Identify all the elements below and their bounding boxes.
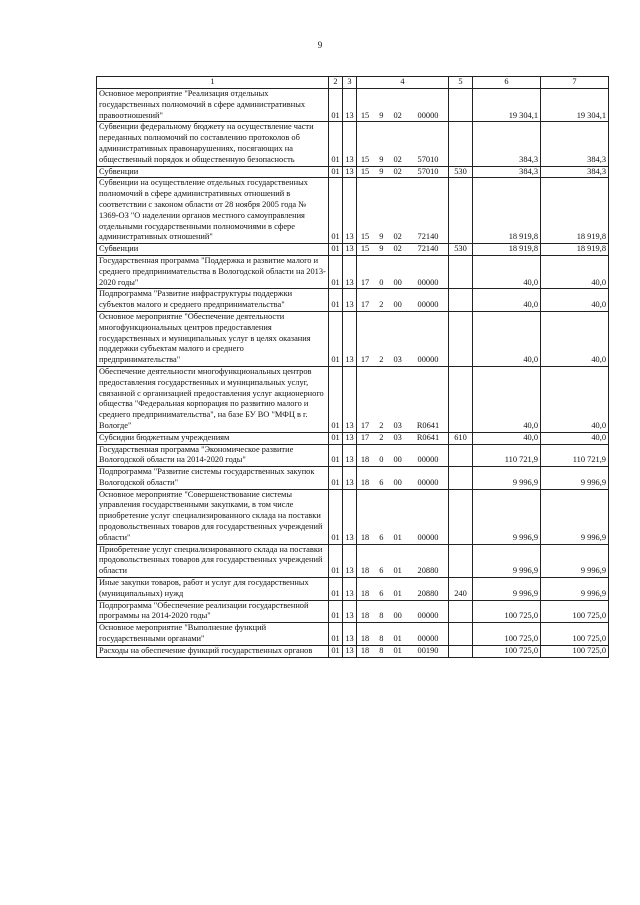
code-measure: 00 bbox=[393, 477, 402, 487]
row-name: Государственная программа "Экономическое развитие Вологодской области на 2014-2020 годы" bbox=[97, 444, 329, 467]
row-amount-col6: 9 996,9 bbox=[473, 489, 541, 544]
row-name: Основное мероприятие "Обеспечение деятельности многофункциональных центров предоставления государственных и муниципальных услуг в целях оказания поддержки субъектам малого и среднего предпринимательства" bbox=[97, 311, 329, 366]
table-row bbox=[97, 444, 609, 467]
row-name: Основное мероприятие "Совершенствование системы управления государственными закупками, в том числе приобретение услуг специализированного склада на поставки продовольственных товаров для государственных учреждений области" bbox=[97, 489, 329, 544]
row-expense-type-code: 240 bbox=[449, 578, 473, 601]
row-target-article-code bbox=[357, 366, 449, 432]
code-subprogram: 2 bbox=[379, 300, 384, 310]
code-measure: 03 bbox=[393, 420, 402, 430]
code-measure: 01 bbox=[393, 532, 402, 542]
table-row bbox=[97, 578, 609, 601]
row-amount-col6: 40,0 bbox=[473, 311, 541, 366]
table-row bbox=[97, 432, 609, 444]
row-target-article-code bbox=[357, 600, 449, 623]
code-program: 17 bbox=[360, 432, 370, 442]
row-target-article-code bbox=[357, 578, 449, 601]
table-header-row bbox=[97, 77, 609, 89]
row-expense-type-code: 530 bbox=[449, 244, 473, 256]
row-amount-col7: 40,0 bbox=[541, 255, 609, 288]
code-program: 18 bbox=[360, 566, 370, 576]
row-section-code: 01 bbox=[329, 366, 343, 432]
column-header: 3 bbox=[343, 77, 357, 89]
row-expense-type-code bbox=[449, 366, 473, 432]
code-program: 17 bbox=[360, 277, 370, 287]
row-name: Расходы на обеспечение функций государственных органов bbox=[97, 645, 329, 657]
row-name: Обеспечение деятельности многофункциональных центров предоставления государственных и муниципальных услуг, связанной с организацией предоставления услуг акционерного общества "Федеральная корпорация по развитию малого и среднего предпринимательства", на базе БУ ВО "МФЦ в г. Вологде" bbox=[97, 366, 329, 432]
row-name: Подпрограмма "Развитие системы государственных закупок Вологодской области" bbox=[97, 467, 329, 490]
column-header: 4 bbox=[357, 77, 449, 89]
row-section-code: 01 bbox=[329, 432, 343, 444]
row-amount-col7: 19 304,1 bbox=[541, 89, 609, 122]
code-direction: 00000 bbox=[417, 634, 439, 644]
code-direction: 00000 bbox=[417, 110, 439, 120]
code-direction: 00000 bbox=[417, 355, 439, 365]
row-section-code: 01 bbox=[329, 255, 343, 288]
code-program: 18 bbox=[360, 588, 370, 598]
code-measure: 02 bbox=[393, 154, 402, 164]
row-target-article-code bbox=[357, 645, 449, 657]
code-program: 18 bbox=[360, 645, 370, 655]
table-row bbox=[97, 311, 609, 366]
code-direction: 00000 bbox=[417, 455, 439, 465]
row-expense-type-code bbox=[449, 255, 473, 288]
code-direction: 00190 bbox=[417, 645, 439, 655]
row-section-code: 01 bbox=[329, 289, 343, 312]
row-name: Субвенции на осуществление отдельных государственных полномочий в сфере административных отношений в соответствии с законом области от 28 ноября 2005 года № 1369-ОЗ "О наделении органов местного самоуправления отдельными государственными полномочиями в сфере административных отношений" bbox=[97, 178, 329, 244]
row-target-article-code bbox=[357, 444, 449, 467]
row-amount-col6: 384,3 bbox=[473, 166, 541, 178]
code-subprogram: 6 bbox=[379, 588, 384, 598]
row-amount-col7: 384,3 bbox=[541, 166, 609, 178]
row-amount-col7: 384,3 bbox=[541, 122, 609, 166]
code-direction: 72140 bbox=[417, 232, 439, 242]
code-program: 18 bbox=[360, 455, 370, 465]
code-program: 18 bbox=[360, 611, 370, 621]
row-section-code: 01 bbox=[329, 122, 343, 166]
code-program: 18 bbox=[360, 532, 370, 542]
row-amount-col7: 40,0 bbox=[541, 432, 609, 444]
row-amount-col7: 18 919,8 bbox=[541, 178, 609, 244]
row-section-code: 01 bbox=[329, 600, 343, 623]
row-amount-col7: 40,0 bbox=[541, 311, 609, 366]
code-measure: 00 bbox=[393, 611, 402, 621]
row-expense-type-code bbox=[449, 444, 473, 467]
row-target-article-code bbox=[357, 89, 449, 122]
code-program: 18 bbox=[360, 634, 370, 644]
row-section-code: 01 bbox=[329, 178, 343, 244]
row-section-code: 01 bbox=[329, 489, 343, 544]
row-amount-col6: 19 304,1 bbox=[473, 89, 541, 122]
code-direction: R0641 bbox=[416, 420, 440, 430]
code-subprogram: 2 bbox=[379, 420, 384, 430]
row-expense-type-code bbox=[449, 178, 473, 244]
row-amount-col7: 9 996,9 bbox=[541, 489, 609, 544]
row-subsection-code: 13 bbox=[343, 623, 357, 646]
row-amount-col7: 100 725,0 bbox=[541, 623, 609, 646]
code-program: 15 bbox=[360, 244, 370, 254]
row-amount-col7: 9 996,9 bbox=[541, 578, 609, 601]
row-expense-type-code bbox=[449, 467, 473, 490]
row-amount-col6: 40,0 bbox=[473, 366, 541, 432]
row-section-code: 01 bbox=[329, 623, 343, 646]
row-section-code: 01 bbox=[329, 311, 343, 366]
row-target-article-code bbox=[357, 122, 449, 166]
row-name: Субвенции bbox=[97, 244, 329, 256]
code-program: 15 bbox=[360, 110, 370, 120]
column-header: 1 bbox=[97, 77, 329, 89]
code-program: 15 bbox=[360, 166, 370, 176]
row-subsection-code: 13 bbox=[343, 489, 357, 544]
row-name: Подпрограмма "Обеспечение реализации государственной программы на 2014-2020 годы" bbox=[97, 600, 329, 623]
row-subsection-code: 13 bbox=[343, 467, 357, 490]
code-program: 17 bbox=[360, 355, 370, 365]
table-row bbox=[97, 645, 609, 657]
table-row bbox=[97, 244, 609, 256]
row-section-code: 01 bbox=[329, 467, 343, 490]
row-name: Субсидии бюджетным учреждениям bbox=[97, 432, 329, 444]
code-measure: 00 bbox=[393, 277, 402, 287]
code-measure: 02 bbox=[393, 166, 402, 176]
code-measure: 02 bbox=[393, 232, 402, 242]
table-row bbox=[97, 122, 609, 166]
row-amount-col6: 100 725,0 bbox=[473, 623, 541, 646]
code-measure: 02 bbox=[393, 110, 402, 120]
row-amount-col6: 384,3 bbox=[473, 122, 541, 166]
code-subprogram: 9 bbox=[379, 154, 384, 164]
row-expense-type-code bbox=[449, 311, 473, 366]
row-expense-type-code bbox=[449, 623, 473, 646]
row-target-article-code bbox=[357, 544, 449, 577]
row-target-article-code bbox=[357, 311, 449, 366]
code-program: 18 bbox=[360, 477, 370, 487]
code-program: 15 bbox=[360, 154, 370, 164]
code-program: 15 bbox=[360, 232, 370, 242]
row-expense-type-code bbox=[449, 600, 473, 623]
row-section-code: 01 bbox=[329, 645, 343, 657]
row-amount-col7: 9 996,9 bbox=[541, 544, 609, 577]
budget-table bbox=[96, 76, 609, 658]
code-direction: 72140 bbox=[417, 244, 439, 254]
row-name: Государственная программа "Поддержка и развитие малого и среднего предпринимательства в Вологодской области на 2013-2020 годы" bbox=[97, 255, 329, 288]
code-subprogram: 2 bbox=[379, 432, 384, 442]
column-header: 7 bbox=[541, 77, 609, 89]
code-direction: 20880 bbox=[417, 566, 439, 576]
row-amount-col6: 40,0 bbox=[473, 255, 541, 288]
code-direction: 00000 bbox=[417, 300, 439, 310]
row-subsection-code: 13 bbox=[343, 89, 357, 122]
code-program: 17 bbox=[360, 420, 370, 430]
row-name: Основное мероприятие "Выполнение функций государственными органами" bbox=[97, 623, 329, 646]
row-subsection-code: 13 bbox=[343, 166, 357, 178]
table-row bbox=[97, 544, 609, 577]
table-row bbox=[97, 255, 609, 288]
table-row bbox=[97, 600, 609, 623]
row-subsection-code: 13 bbox=[343, 444, 357, 467]
code-subprogram: 8 bbox=[379, 634, 384, 644]
row-section-code: 01 bbox=[329, 544, 343, 577]
row-amount-col6: 18 919,8 bbox=[473, 244, 541, 256]
table-body bbox=[97, 89, 609, 658]
row-subsection-code: 13 bbox=[343, 544, 357, 577]
page-number: 9 bbox=[317, 40, 323, 50]
code-measure: 00 bbox=[393, 300, 402, 310]
row-target-article-code bbox=[357, 489, 449, 544]
code-direction: R0641 bbox=[416, 432, 440, 442]
row-name: Субвенции bbox=[97, 166, 329, 178]
row-expense-type-code bbox=[449, 289, 473, 312]
code-direction: 00000 bbox=[417, 477, 439, 487]
row-amount-col6: 40,0 bbox=[473, 432, 541, 444]
code-subprogram: 8 bbox=[379, 611, 384, 621]
column-header: 6 bbox=[473, 77, 541, 89]
table-row bbox=[97, 489, 609, 544]
row-amount-col6: 40,0 bbox=[473, 289, 541, 312]
row-amount-col7: 100 725,0 bbox=[541, 645, 609, 657]
table-row bbox=[97, 289, 609, 312]
code-subprogram: 9 bbox=[379, 232, 384, 242]
table-row bbox=[97, 623, 609, 646]
row-subsection-code: 13 bbox=[343, 578, 357, 601]
row-amount-col7: 40,0 bbox=[541, 289, 609, 312]
row-amount-col6: 9 996,9 bbox=[473, 578, 541, 601]
row-subsection-code: 13 bbox=[343, 289, 357, 312]
row-subsection-code: 13 bbox=[343, 178, 357, 244]
row-expense-type-code bbox=[449, 544, 473, 577]
row-target-article-code bbox=[357, 166, 449, 178]
row-subsection-code: 13 bbox=[343, 645, 357, 657]
code-measure: 01 bbox=[393, 566, 402, 576]
row-target-article-code bbox=[357, 255, 449, 288]
table-row bbox=[97, 366, 609, 432]
row-target-article-code bbox=[357, 467, 449, 490]
row-expense-type-code bbox=[449, 89, 473, 122]
code-subprogram: 6 bbox=[379, 477, 384, 487]
code-subprogram: 9 bbox=[379, 110, 384, 120]
code-measure: 01 bbox=[393, 588, 402, 598]
row-amount-col6: 110 721,9 bbox=[473, 444, 541, 467]
row-name: Иные закупки товаров, работ и услуг для государственных (муниципальных) нужд bbox=[97, 578, 329, 601]
row-amount-col7: 9 996,9 bbox=[541, 467, 609, 490]
row-amount-col6: 100 725,0 bbox=[473, 645, 541, 657]
row-subsection-code: 13 bbox=[343, 432, 357, 444]
code-measure: 02 bbox=[393, 244, 402, 254]
code-direction: 00000 bbox=[417, 277, 439, 287]
code-program: 17 bbox=[360, 300, 370, 310]
row-section-code: 01 bbox=[329, 244, 343, 256]
row-target-article-code bbox=[357, 432, 449, 444]
row-section-code: 01 bbox=[329, 578, 343, 601]
code-subprogram: 0 bbox=[379, 455, 384, 465]
row-subsection-code: 13 bbox=[343, 122, 357, 166]
code-subprogram: 2 bbox=[379, 355, 384, 365]
column-header: 5 bbox=[449, 77, 473, 89]
code-measure: 01 bbox=[393, 645, 402, 655]
table-row bbox=[97, 166, 609, 178]
code-measure: 03 bbox=[393, 355, 402, 365]
table-row bbox=[97, 89, 609, 122]
row-amount-col6: 18 919,8 bbox=[473, 178, 541, 244]
code-direction: 20880 bbox=[417, 588, 439, 598]
row-expense-type-code: 530 bbox=[449, 166, 473, 178]
row-section-code: 01 bbox=[329, 89, 343, 122]
code-subprogram: 0 bbox=[379, 277, 384, 287]
row-subsection-code: 13 bbox=[343, 600, 357, 623]
code-direction: 00000 bbox=[417, 532, 439, 542]
row-expense-type-code bbox=[449, 489, 473, 544]
row-amount-col7: 40,0 bbox=[541, 366, 609, 432]
row-subsection-code: 13 bbox=[343, 255, 357, 288]
row-subsection-code: 13 bbox=[343, 366, 357, 432]
row-amount-col6: 9 996,9 bbox=[473, 467, 541, 490]
row-target-article-code bbox=[357, 289, 449, 312]
row-name: Приобретение услуг специализированного склада на поставки продовольственных товаров для государственных учреждений области bbox=[97, 544, 329, 577]
row-target-article-code bbox=[357, 623, 449, 646]
row-section-code: 01 bbox=[329, 166, 343, 178]
row-amount-col6: 9 996,9 bbox=[473, 544, 541, 577]
code-subprogram: 8 bbox=[379, 645, 384, 655]
row-target-article-code bbox=[357, 244, 449, 256]
code-direction: 57010 bbox=[417, 154, 439, 164]
row-name: Подпрограмма "Развитие инфраструктуры поддержки субъектов малого и среднего предпринимательства" bbox=[97, 289, 329, 312]
row-subsection-code: 13 bbox=[343, 311, 357, 366]
row-section-code: 01 bbox=[329, 444, 343, 467]
code-direction: 57010 bbox=[417, 166, 439, 176]
code-measure: 00 bbox=[393, 455, 402, 465]
row-amount-col7: 100 725,0 bbox=[541, 600, 609, 623]
code-measure: 01 bbox=[393, 634, 402, 644]
code-direction: 00000 bbox=[417, 611, 439, 621]
row-expense-type-code bbox=[449, 645, 473, 657]
table-row bbox=[97, 467, 609, 490]
table-row bbox=[97, 178, 609, 244]
row-expense-type-code: 610 bbox=[449, 432, 473, 444]
row-expense-type-code bbox=[449, 122, 473, 166]
code-subprogram: 9 bbox=[379, 166, 384, 176]
code-subprogram: 6 bbox=[379, 532, 384, 542]
column-header: 2 bbox=[329, 77, 343, 89]
code-subprogram: 6 bbox=[379, 566, 384, 576]
code-measure: 03 bbox=[393, 432, 402, 442]
row-name: Субвенции федеральному бюджету на осуществление части переданных полномочий по составлению протоколов об административных правонарушениях, посягающих на общественный порядок и общественную безопасность bbox=[97, 122, 329, 166]
row-amount-col7: 18 919,8 bbox=[541, 244, 609, 256]
row-amount-col6: 100 725,0 bbox=[473, 600, 541, 623]
row-amount-col7: 110 721,9 bbox=[541, 444, 609, 467]
code-subprogram: 9 bbox=[379, 244, 384, 254]
row-target-article-code bbox=[357, 178, 449, 244]
row-name: Основное мероприятие "Реализация отдельных государственных полномочий в сфере административных правоотношений" bbox=[97, 89, 329, 122]
row-subsection-code: 13 bbox=[343, 244, 357, 256]
